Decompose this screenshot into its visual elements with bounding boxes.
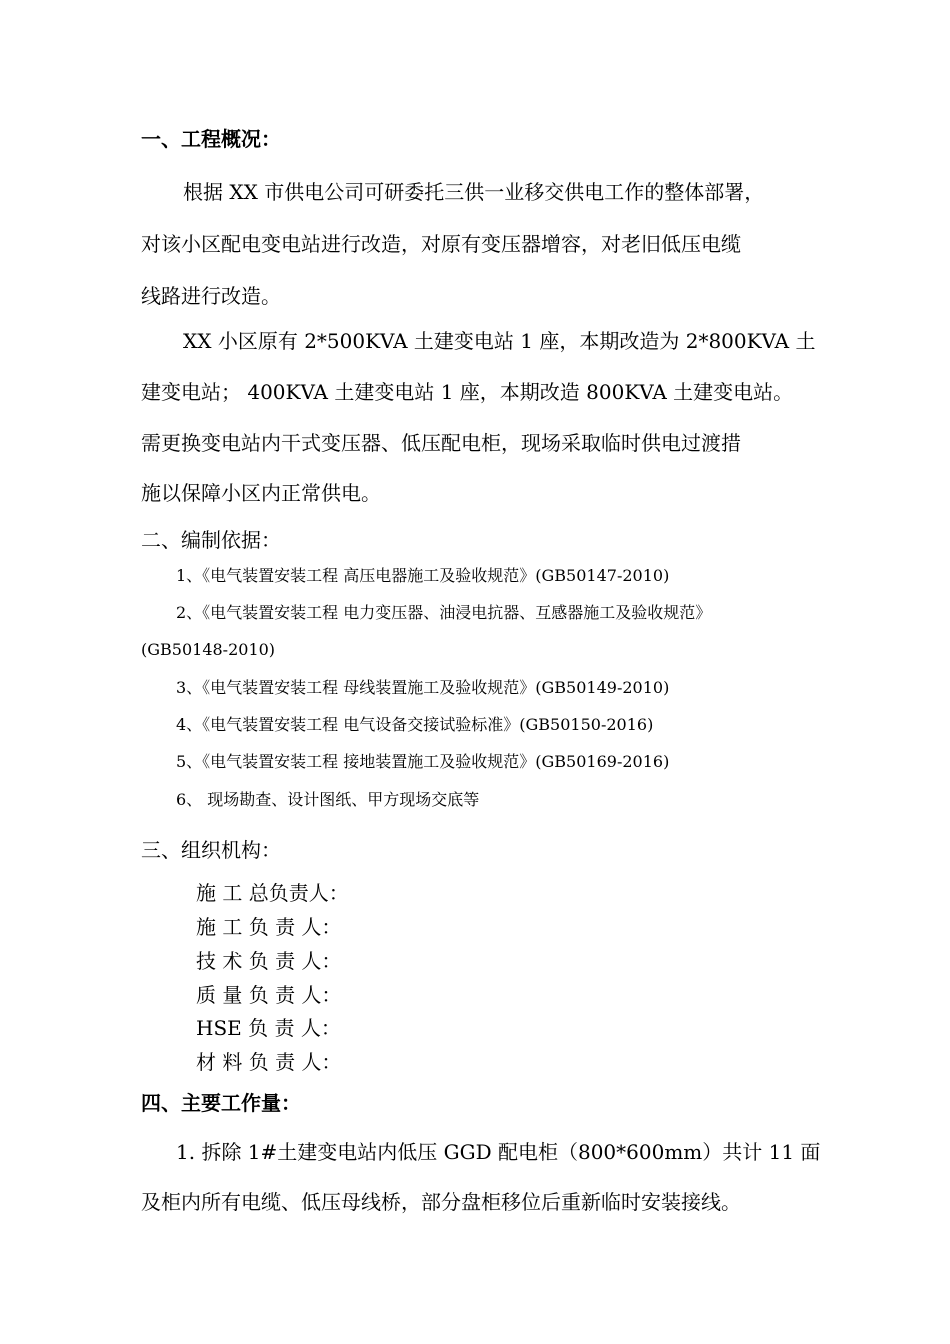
role-general-manager: 施 工 总负责人： [196,881,349,905]
section1-para1-line2: 对该小区配电变电站进行改造，对原有变压器增容，对老旧低压电缆 [141,232,741,256]
section4-heading: 四、主要工作量： [141,1091,301,1115]
role-quality-manager: 质 量 负 责 人： [196,983,342,1007]
section1-para2-line4: 施以保障小区内正常供电。 [141,481,381,505]
basis-item-2-code: (GB50148-2010) [141,640,276,659]
section1-para2-line3: 需更换变电站内干式变压器、低压配电柜，现场采取临时供电过渡措 [141,431,741,455]
basis-item-6: 6、 现场勘查、设计图纸、甲方现场交底等 [176,790,480,809]
basis-item-4: 4、《电气装置安装工程 电气设备交接试验标准》(GB50150-2016) [176,715,654,734]
section2-heading: 二、编制依据： [141,528,281,552]
basis-item-5: 5、《电气装置安装工程 接地装置施工及验收规范》(GB50169-2016) [176,752,670,771]
basis-item-1: 1、《电气装置安装工程 高压电器施工及验收规范》(GB50147-2010) [176,566,670,585]
section1-para1-line1: 根据 XX 市供电公司可研委托三供一业移交供电工作的整体部署， [183,180,765,204]
role-material-manager: 材 料 负 责 人： [196,1050,342,1074]
section1-para2-line1: XX 小区原有 2*500KVA 土建变电站 1 座，本期改造为 2*800KVA 土 [183,329,816,353]
role-technical-manager: 技 术 负 责 人： [196,949,342,973]
role-hse-manager: HSE 负 责 人： [196,1016,341,1040]
basis-item-2: 2、《电气装置安装工程 电力变压器、油浸电抗器、互感器施工及验收规范》 [176,603,712,622]
section3-heading: 三、组织机构： [141,838,281,862]
section4-para1-line1: 1. 拆除 1#土建变电站内低压 GGD 配电柜（800*600mm）共计 11 面 [176,1140,821,1164]
section4-para1-line2: 及柜内所有电缆、低压母线桥，部分盘柜移位后重新临时安装接线。 [141,1190,741,1214]
section1-heading: 一、工程概况： [141,127,281,151]
section1-para2-line2: 建变电站； 400KVA 土建变电站 1 座，本期改造 800KVA 土建变电站。 [141,380,794,404]
role-construction-manager: 施 工 负 责 人： [196,915,342,939]
section1-para1-line3: 线路进行改造。 [141,284,281,308]
basis-item-3: 3、《电气装置安装工程 母线装置施工及验收规范》(GB50149-2010) [176,678,670,697]
